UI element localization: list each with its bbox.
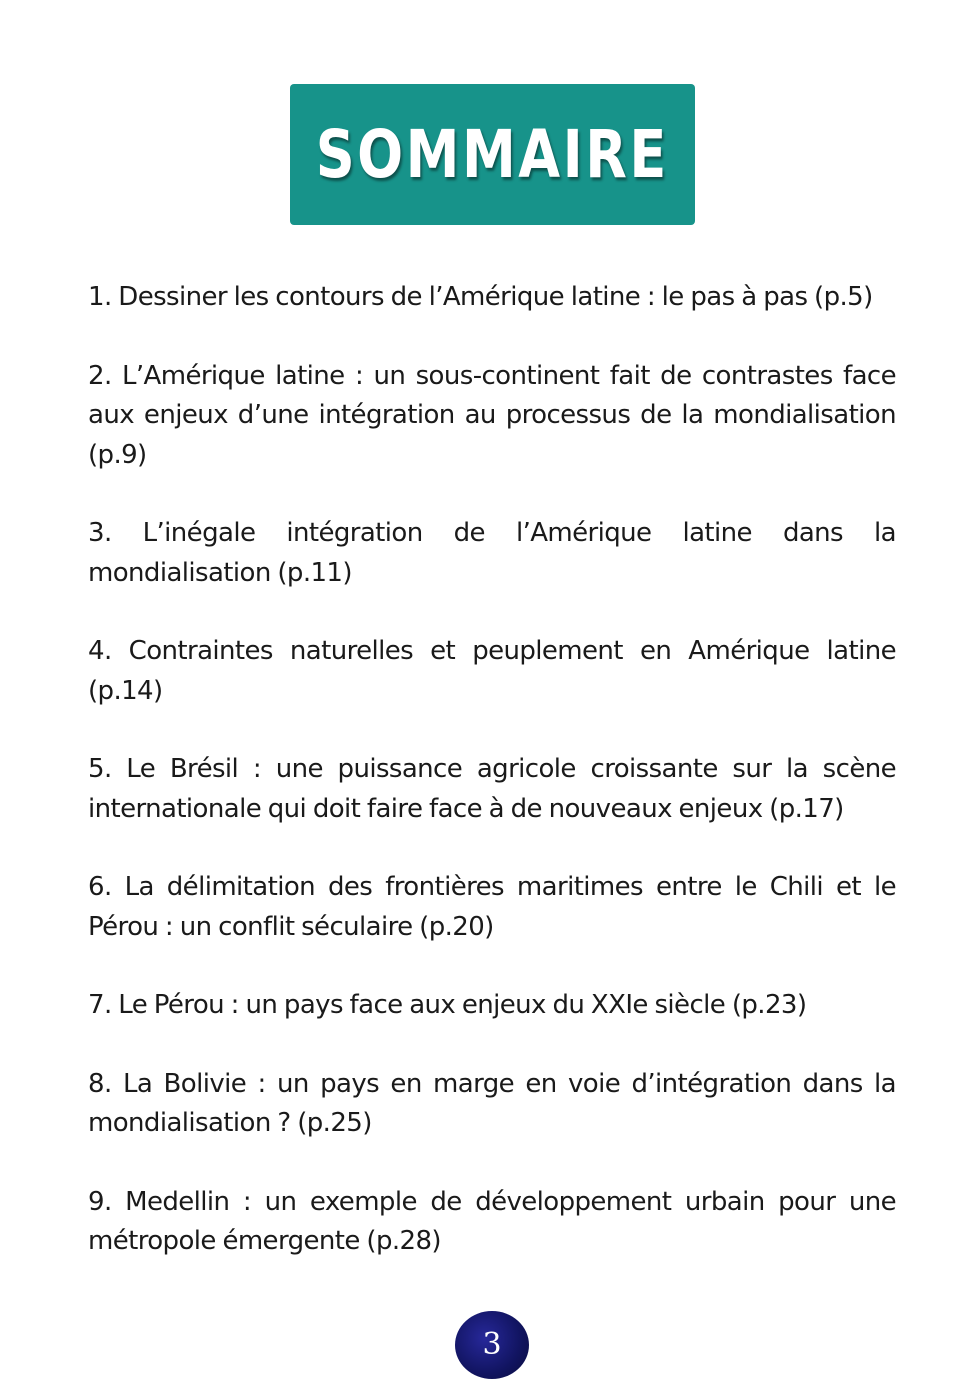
title-banner [290, 84, 695, 225]
toc-item-8[interactable]: 8. La Bolivie : un pays en marge en voie d’intégration dans la mondialisation ? (p.25) [88, 1068, 896, 1138]
toc-item-9[interactable]: 9. Medellin : un exemple de développement urbain pour une métropole émergente (p.28) [88, 1186, 896, 1256]
toc-item-7[interactable]: 7. Le Pérou : un pays face aux enjeux du XXIe siècle (p.23) [88, 990, 807, 1020]
page-number: 3 [482, 1327, 502, 1362]
table-of-contents [88, 278, 896, 1301]
toc-item-4[interactable]: 4. Contraintes naturelles et peuplement en Amérique latine (p.14) [88, 636, 896, 706]
page-title: SOMMAIRE [315, 115, 670, 193]
toc-item-6[interactable]: 6. La délimitation des frontières maritimes entre le Chili et le Pérou : un conflit séculaire (p.20) [88, 872, 896, 942]
toc-item-2[interactable]: 2. L’Amérique latine : un sous-continent fait de contrastes face aux enjeux d’une intégration au processus de la mondialisation (p.9) [88, 360, 896, 470]
page-number-badge [455, 1311, 529, 1379]
toc-item-3[interactable]: 3. L’inégale intégration de l’Amérique latine dans la mondialisation (p.11) [88, 518, 896, 588]
toc-item-5[interactable]: 5. Le Brésil : une puissance agricole croissante sur la scène internationale qui doit faire face à de nouveaux enjeux (p.17) [88, 754, 896, 824]
toc-item-1[interactable]: 1. Dessiner les contours de l’Amérique latine : le pas à pas (p.5) [88, 282, 873, 312]
